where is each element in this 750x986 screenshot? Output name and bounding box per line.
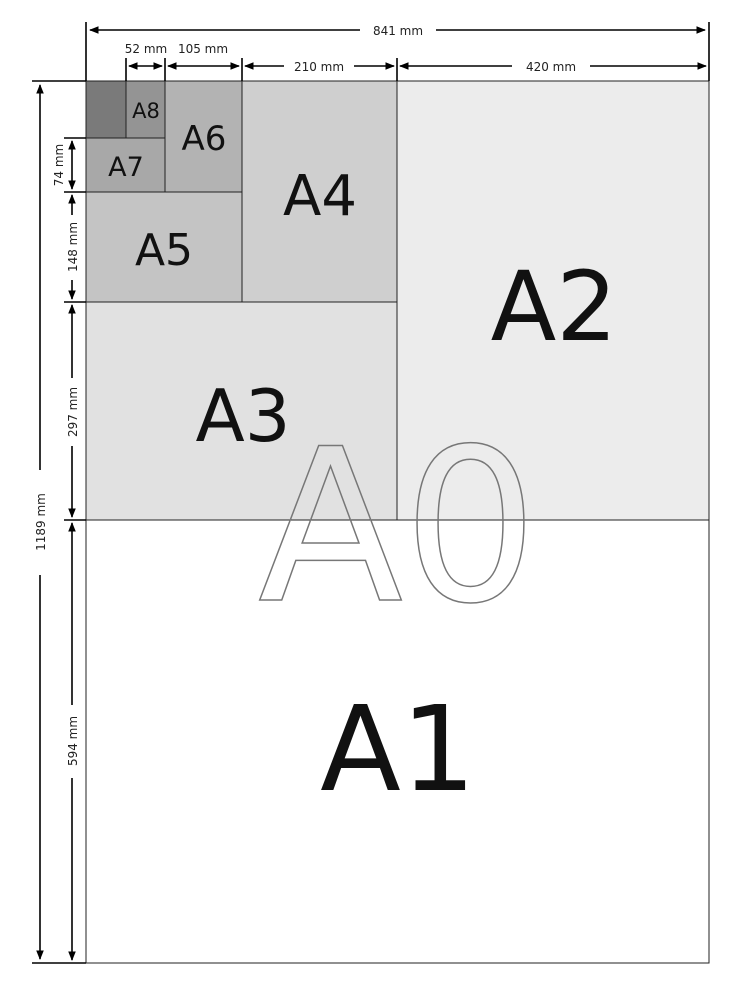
dim-label-105: 105 mm [177, 42, 229, 56]
dim-label-52: 52 mm [124, 42, 168, 56]
label-a4: A4 [283, 164, 357, 229]
dim-label-297: 297 mm [66, 386, 80, 438]
label-a7: A7 [108, 152, 144, 183]
dim-label-148: 148 mm [66, 221, 80, 273]
label-a0-outline: A0 [258, 403, 538, 650]
label-a3: A3 [195, 374, 291, 458]
left-dimension-labels [34, 144, 80, 766]
dim-label-210: 210 mm [293, 60, 345, 74]
label-a2: A2 [490, 251, 618, 363]
dim-label-594: 594 mm [66, 715, 80, 767]
dim-label-74: 74 mm [52, 143, 66, 187]
dim-label-841: 841 mm [372, 24, 424, 38]
dim-label-420: 420 mm [525, 60, 577, 74]
label-a8: A8 [132, 99, 160, 123]
label-a1: A1 [320, 680, 476, 818]
dim-label-1189: 1189 mm [34, 493, 48, 551]
label-a5: A5 [134, 225, 194, 276]
sheet-a9-corner [86, 81, 126, 138]
label-a6: A6 [181, 119, 227, 159]
